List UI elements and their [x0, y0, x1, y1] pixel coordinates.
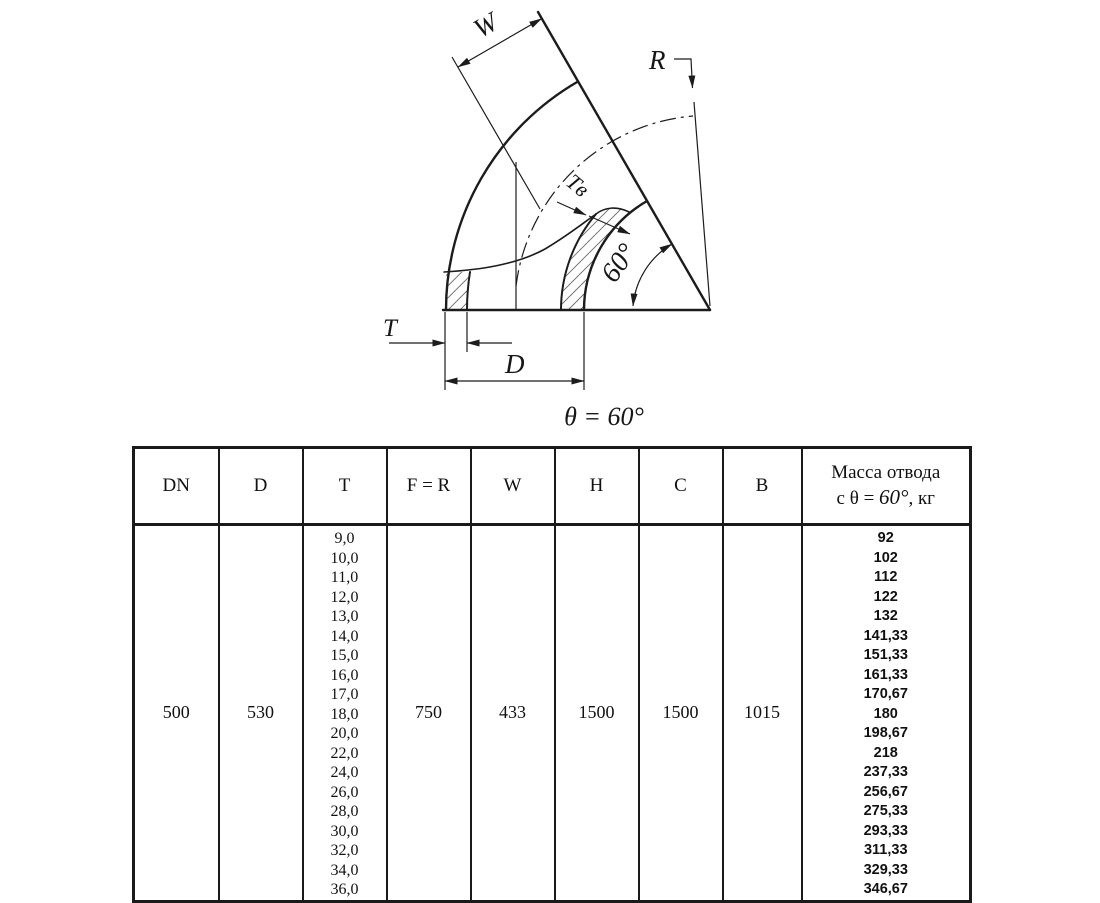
drawing-caption: θ = 60°: [564, 402, 644, 431]
mass-header-angle: 60°: [879, 485, 909, 509]
table-cell-line: 151,33: [863, 647, 908, 663]
w-dimension-line: [458, 19, 542, 67]
cell-c: 1500: [639, 525, 723, 902]
header-row: [134, 448, 971, 525]
cell-w: 433: [471, 525, 555, 902]
label-angle-60: 60°: [595, 238, 643, 289]
table-cell-line: 161,33: [863, 666, 908, 683]
table-cell-line: 346,67: [863, 881, 908, 897]
cell-h: 1500: [555, 525, 639, 902]
table-cell-line: 24,0: [330, 764, 359, 781]
table-cell-line: 141,33: [863, 627, 908, 644]
cell-f-r: 750: [387, 525, 471, 902]
mass-header-line1: Масса отвода: [831, 462, 941, 483]
table-cell-line: 329,33: [863, 861, 908, 878]
table-cell-line: 180: [873, 705, 898, 722]
w-extension-line: [452, 57, 540, 209]
dimensions-table-wrap: [132, 446, 969, 896]
table-cell-line: 14,0: [330, 627, 359, 645]
table-cell-line: 16,0: [330, 666, 359, 684]
col-header-h: H: [555, 448, 639, 525]
hatched-wall-sections: [446, 208, 629, 310]
table-cell-line: 311,33: [863, 842, 908, 858]
table-cell-line: 12,0: [330, 588, 359, 606]
label-w: W: [468, 6, 503, 44]
table-cell-line: 112: [874, 569, 898, 585]
label-r: R: [649, 45, 666, 75]
table-cell-line: 132: [873, 608, 898, 624]
col-header-d: D: [219, 448, 303, 525]
table-cell-line: 293,33: [863, 822, 908, 839]
table-cell-line: 32,0: [330, 842, 359, 859]
table-cell-line: 13,0: [330, 608, 359, 625]
col-header-c: C: [639, 448, 723, 525]
table-cell-line: 170,67: [863, 686, 908, 702]
table-cell-line: 34,0: [330, 861, 359, 879]
cell-d: 530: [219, 525, 303, 902]
elbow-drawing-area: [0, 0, 1100, 445]
table-cell-line: 36,0: [330, 881, 359, 898]
cell-t-values: [303, 525, 387, 902]
table-row: [134, 525, 971, 902]
radius-line: [694, 102, 710, 306]
table-cell-line: 218: [873, 744, 898, 761]
table-cell-line: 28,0: [330, 803, 359, 820]
col-header-w: W: [471, 448, 555, 525]
elbow-drawing: [0, 0, 1100, 445]
col-header-f-r: F = R: [387, 448, 471, 525]
table-cell-line: 11,0: [330, 569, 359, 586]
table-cell-line: 122: [873, 588, 898, 605]
col-header-dn: DN: [134, 448, 219, 525]
col-header-t: T: [303, 448, 387, 525]
table-cell-line: 9,0: [334, 530, 355, 547]
table-cell-line: 102: [873, 549, 898, 566]
table-cell-line: 198,67: [863, 725, 908, 741]
dimensions-table: [132, 446, 972, 903]
mass-header-line2: с θ = 60°, кг: [836, 485, 935, 509]
table-cell-line: 237,33: [863, 764, 908, 780]
col-header-b: B: [723, 448, 802, 525]
table-cell-line: 256,67: [863, 783, 908, 800]
cell-b: 1015: [723, 525, 802, 902]
label-tv: Tв: [561, 168, 595, 202]
table-cell-line: 15,0: [330, 647, 359, 664]
label-d: D: [505, 349, 525, 379]
table-cell-line: 22,0: [330, 744, 359, 762]
table-cell-line: 17,0: [330, 686, 359, 703]
tv-leader-arrow-1: [557, 202, 586, 215]
table-cell-line: 10,0: [330, 549, 359, 567]
table-cell-line: 92: [877, 530, 894, 546]
table-cell-line: 18,0: [330, 705, 359, 723]
table-cell-line: 20,0: [330, 725, 359, 742]
cell-dn: 500: [134, 525, 219, 902]
col-header-mass: [802, 448, 971, 525]
table-cell-line: 30,0: [330, 822, 359, 840]
table-cell-line: 275,33: [863, 803, 908, 819]
label-t: T: [383, 315, 397, 342]
table-cell-line: 26,0: [330, 783, 359, 801]
cell-mass-values: [802, 525, 971, 902]
r-leader-line: [674, 59, 693, 88]
